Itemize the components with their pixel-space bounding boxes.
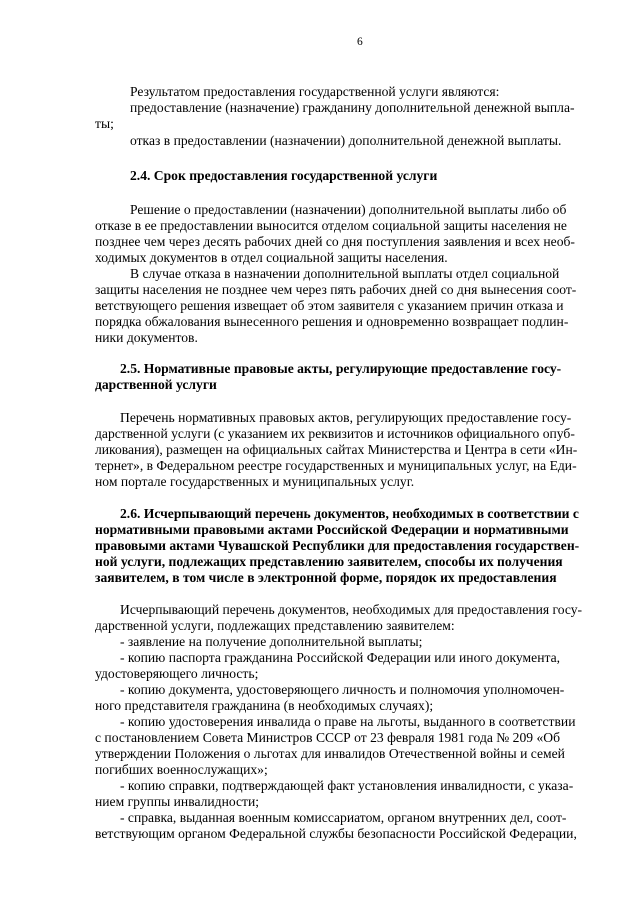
paragraph-line: погибших военнослужащих»; [95,762,268,777]
list-item: - копию документа, удостоверяющего личность и полномочия уполномочен- [120,682,565,697]
paragraph-line: ветствующего решения извещает об этом заявителя с указанием причин отказа и [95,298,564,313]
paragraph-line: утверждении Положения о льготах для инвалидов Отечественной войны и семей [95,746,565,761]
section-heading: ной услуги, подлежащих представлению заявителем, способы их получения [95,554,563,569]
paragraph-line: предоставление (назначение) гражданину дополнительной денежной выпла- [130,100,575,115]
paragraph-line: ветствующим органом Федеральной службы безопасности Российской Федерации, [95,826,577,841]
paragraph-line: Решение о предоставлении (назначении) дополнительной выплаты либо об [130,202,567,217]
section-heading: дарственной услуги [95,377,217,392]
section-heading: заявителем, в том числе в электронной форме, порядок их предоставления [95,570,557,585]
paragraph-line: В случае отказа в назначении дополнительной выплаты отдел социальной [130,266,560,281]
list-item: - копию паспорта гражданина Российской Федерации или иного документа, [120,650,561,665]
paragraph-line: порядка обжалования вынесенного решения и одновременно возвращает подлин- [95,314,569,329]
list-item: - копию справки, подтверждающей факт установления инвалидности, с указа- [120,778,574,793]
paragraph-line: ники документов. [95,330,198,345]
section-heading: 2.4. Срок предоставления государственной услуги [130,168,438,183]
paragraph-line: нием группы инвалидности; [95,794,260,809]
paragraph-line: ликования), размещен на официальных сайтах Министерства и Центра в сети «Ин- [95,442,578,457]
paragraph-line: удостоверяющего личность; [95,666,259,681]
paragraph-line: Перечень нормативных правовых актов, регулирующих предоставление госу- [120,410,572,425]
paragraph-line: отказ в предоставлении (назначении) дополнительной денежной выплаты. [130,133,562,148]
paragraph-line: Исчерпывающий перечень документов, необходимых для предоставления госу- [120,602,583,617]
list-item: - заявление на получение дополнительной выплаты; [120,634,423,649]
section-heading: 2.5. Нормативные правовые акты, регулирующие предоставление госу- [120,361,562,376]
paragraph-line: отказе в ее предоставлении выносится отделом социальной защиты населения не [95,218,567,233]
section-heading: нормативными правовыми актами Российской Федерации и нормативными [95,522,569,537]
paragraph-line: дарственной услуги (с указанием их реквизитов и источников официального опуб- [95,426,575,441]
paragraph-line: тернет», в Федеральном реестре государственных и муниципальных услуг, на Еди- [95,458,577,473]
paragraph-line: дарственной услуги, подлежащих представлению заявителем: [95,618,455,633]
paragraph-line: ты; [95,116,114,131]
page-number: 6 [357,36,363,48]
paragraph-line: с постановлением Совета Министров СССР от 23 февраля 1981 года № 209 «Об [95,730,560,745]
paragraph-line: ходимых документов в отдел социальной защиты населения. [95,250,448,265]
paragraph-line: Результатом предоставления государственной услуги являются: [130,84,500,99]
list-item: - справка, выданная военным комиссариатом, органом внутренних дел, соот- [120,810,567,825]
paragraph-line: ного представителя гражданина (в необходимых случаях); [95,698,434,713]
paragraph-line: защиты населения не позднее чем через пять рабочих дней со дня вынесения соот- [95,282,577,297]
section-heading: 2.6. Исчерпывающий перечень документов, необходимых в соответствии с [120,506,579,521]
paragraph-line: ном портале государственных и муниципальных услуг. [95,474,415,489]
paragraph-line: позднее чем через десять рабочих дней со дня поступления заявления и всех необ- [95,234,575,249]
section-heading: правовыми актами Чувашской Республики для предоставления государствен- [95,538,580,553]
list-item: - копию удостоверения инвалида о праве на льготы, выданного в соответствии [120,714,576,729]
